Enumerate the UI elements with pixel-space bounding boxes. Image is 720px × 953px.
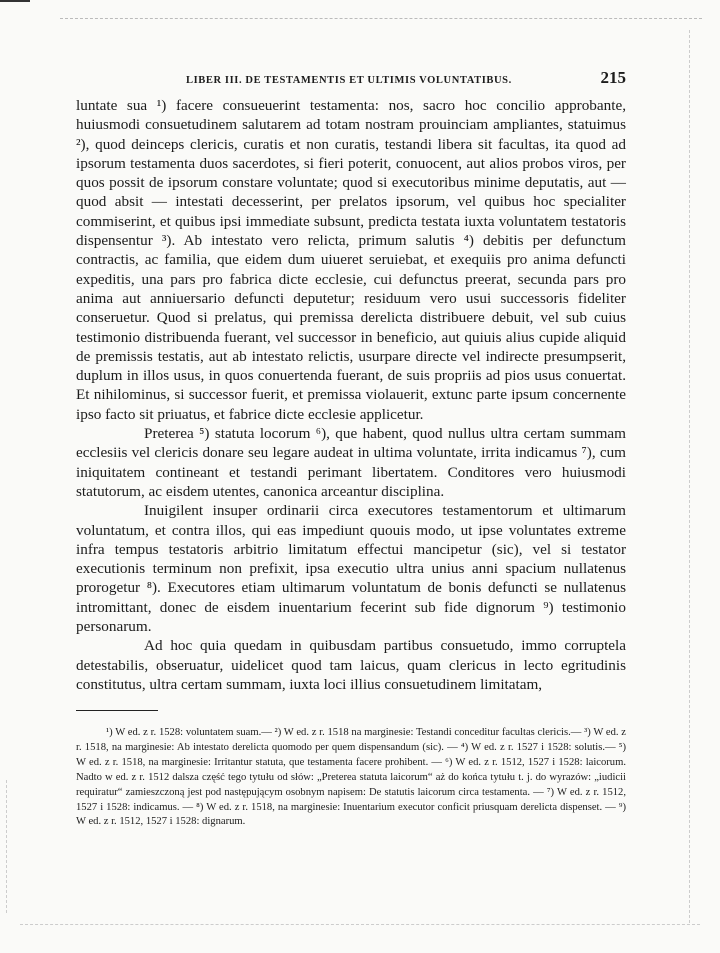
page-header <box>186 68 626 88</box>
scan-left-rule <box>6 780 7 913</box>
footnote-separator <box>76 710 158 711</box>
page-number: 215 <box>600 68 626 87</box>
paragraph: Inuigilent insuper ordinarii circa executores testamentorum et ultimarum voluntatum, et contra illos, qui eas impediunt quouis modo, ut ipse voluntates extreme infra tempus testatoris arbitrio limitatum effectui mancipetur (sic), vel si testator executionis terminum non prefixit, ipsa executio ultra unius anni spacium nullatenus prorogetur ⁸). Executores etiam ultimarum voluntatum de bonis defuncti se nullatenus intromittant, donec de eisdem inuentarium fecerint sub fide dignorum ⁹) testimonio personarum. <box>76 502 626 636</box>
scan-edge-mark <box>0 0 30 8</box>
main-text <box>76 96 626 694</box>
running-title: LIBER III. DE TESTAMENTIS ET ULTIMIS VOLUNTATIBUS. <box>186 75 512 86</box>
paragraph: luntate sua ¹) facere consueuerint testamenta: nos, sacro hoc concilio approbante, huiusmodi consuetudinem salutarem ad totam nostram prouinciam ampliantes, statuimus ²), quod deinceps clericis, curatis et non curatis, testandi libera sit facultas, ita quod ad ipsorum testamenta duos sacerdotes, si fieri poterit, conuocent, aut alios probos viros, per quos possit de ipsorum constare voluntate; quod si executoribus minime deputatis, aut — quod absit — intestati decesserint, per prelatos ipsorum, vel quibus hoc specialiter commiserint, et quibus ipsi immediate subsunt, predicta testata iuxta voluntatem testatoris dispensentur ³). Ab intestato vero relicta, primum salutis ⁴) debitis per defunctum contractis, ac familia, que eidem dum uiueret seruiebat, et exequiis pro anima defuncti expeditis, una pars pro fabrica dicte ecclesie, cui defunctus preerat, secunda pars pro anima aut anniuersario defuncti deputetur; residuum vero usui successoris fideliter conseruetur. Quod si prelatus, qui premissa derelicta distribuere debuit, vel sub cuius testimonio distribuenda fuerant, vel successor in beneficio, aut quiuis alius cupide aliquid de premissis testatis, aut ab intestato relictis, usurpare directe vel indirecte presumpserit, duplum in illos usus, in quos conuertenda fuerant, de suis propriis ad pios usus conuertat. Et nihilominus, si successor fuerit, et premissa violauerit, extunc parte ipsum concernente ipso facto sit priuatus, et fabrice dicte ecclesie applicetur. <box>76 97 626 423</box>
scan-right-rule <box>689 30 690 923</box>
paragraph: Ad hoc quia quedam in quibusdam partibus consuetudo, immo corruptela detestabilis, obseruatur, uidelicet quod tam laicus, quam clericus in lecto egritudinis constitutus, ultra certam summam, iuxta loci illius consuetudinem limitatam, <box>76 637 626 693</box>
scan-top-rule <box>60 18 702 19</box>
footnotes <box>76 726 626 830</box>
footnote-text: ¹) W ed. z r. 1528: voluntatem suam.— ²) W ed. z r. 1518 na marginesie: Testandi conceditur facultas clericis.— ³) W ed. z r. 1518, na marginesie: Ab intestato derelicta quomodo per quem dispensandum (sic). — ⁴) W ed. z r. 1527 i 1528: solutis.— ⁵) W ed. z r. 1518, na marginesie: Irritantur statuta, que testamenta facere prohibent. — ⁶) W ed. z r. 1512, 1527 i 1528: laicorum. Nadto w ed. z r. 1512 dalsza część tego tytułu od słów: „Preterea statuta laicorum“ aż do końca tytułu t. j. do wyrazów: „iudicii requiratur“ zamieszczoną jest pod następującym osobnym napisem: De statutis laicorum circa testamenta. — ⁷) W ed. z r. 1512, 1527 i 1528: indicamus. — ⁸) W ed. z r. 1518, na marginesie: Inuentarium executor conficit priusquam derelicta dispenset. — ⁹) W ed. z r. 1512, 1527 i 1528: dignarum. <box>76 727 626 828</box>
paragraph: Preterea ⁵) statuta locorum ⁶), que habent, quod nullus ultra certam summam ecclesiis vel clericis donare seu legare audeat in ultima voluntate, irrita indicamus ⁷), cum iniquitatem contineant et testandi perimant libertatem. Conditores vero huiusmodi statutorum, ac eisdem utentes, canonica arceantur disciplina. <box>76 425 626 500</box>
scan-bottom-rule <box>20 924 700 925</box>
